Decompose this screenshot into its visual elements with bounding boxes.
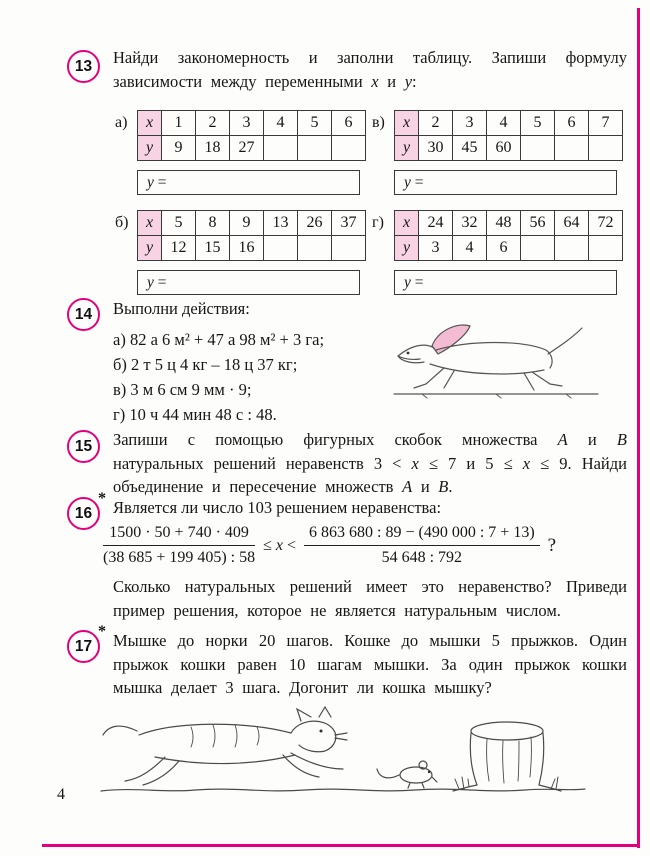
- stump-side: [470, 733, 477, 785]
- exercise-item: в) 3 м 6 см 9 мм · 9;: [113, 380, 252, 399]
- y-cell-empty[interactable]: [555, 236, 589, 261]
- problem-14-title: Выполни действия:: [113, 299, 250, 318]
- problem-number: 14: [74, 305, 93, 323]
- y-cell: 15: [196, 236, 230, 261]
- x-cell: 4: [264, 111, 298, 136]
- right-denominator: 54 648 : 792: [381, 549, 463, 566]
- cat-head: [291, 721, 336, 752]
- y-row: [138, 136, 366, 161]
- formula-answer-box[interactable]: y =: [137, 170, 360, 195]
- x-cell: 8: [196, 211, 230, 236]
- y-cell-empty[interactable]: [589, 236, 623, 261]
- y-header-cell: y: [138, 236, 162, 261]
- x-row: [395, 111, 623, 136]
- problem-star: *: [98, 490, 106, 507]
- problem-15-statement: Запиши с помощью фигурных скобок множества A и B натуральных решений неравенств 3 < x ≤ 7 и 5 ≤ x ≤ 9. Найди объединение и пересечение множеств A и B.: [113, 430, 627, 496]
- y-cell: 16: [230, 236, 264, 261]
- question-mark: ?: [547, 534, 557, 556]
- x-cell: 5: [298, 111, 332, 136]
- x-header-cell: x: [138, 211, 162, 236]
- problem-17-badge: [67, 623, 106, 663]
- y-cell: 27: [230, 136, 264, 161]
- y-cell: 60: [487, 136, 521, 161]
- left-fraction: [103, 524, 255, 567]
- x-cell: 4: [487, 111, 521, 136]
- right-numerator: 6 863 680 : 89 − (490 000 : 7 + 13): [304, 524, 540, 546]
- y-cell: 45: [453, 136, 487, 161]
- formula-answer-box[interactable]: y =: [137, 270, 360, 295]
- inequality-relation: ≤ x <: [263, 536, 297, 554]
- x-cell: 1: [162, 111, 196, 136]
- y-cell-empty[interactable]: [298, 136, 332, 161]
- x-cell: 37: [332, 211, 366, 236]
- left-denominator: (38 685 + 199 405) : 58: [103, 549, 256, 566]
- y-row: [395, 136, 623, 161]
- x-cell: 9: [230, 211, 264, 236]
- x-cell: 6: [332, 111, 366, 136]
- x-cell: 24: [419, 211, 453, 236]
- table-group-label: в): [372, 114, 385, 131]
- problem-16-badge: [67, 490, 106, 530]
- y-row: [138, 236, 366, 261]
- problem-16-intro: Является ли число 103 решением неравенства:: [113, 498, 442, 517]
- y-cell: 4: [453, 236, 487, 261]
- xy-table: [394, 110, 623, 161]
- x-cell: 48: [487, 211, 521, 236]
- right-fraction: [304, 524, 540, 567]
- x-header-cell: x: [395, 211, 419, 236]
- table-group-label: б): [115, 214, 129, 231]
- x-cell: 3: [230, 111, 264, 136]
- y-header-cell: y: [395, 136, 419, 161]
- x-row: [395, 211, 623, 236]
- ground-line: [101, 789, 585, 791]
- y-cell-empty[interactable]: [332, 236, 366, 261]
- exercise-item: г) 10 ч 44 мин 48 с : 48.: [113, 405, 277, 424]
- x-header-cell: x: [138, 111, 162, 136]
- y-cell: 30: [419, 136, 453, 161]
- y-cell-empty[interactable]: [521, 136, 555, 161]
- y-header-cell: y: [138, 136, 162, 161]
- x-cell: 64: [555, 211, 589, 236]
- dog-illustration: [386, 318, 604, 402]
- x-row: [138, 111, 366, 136]
- mouse-body: [400, 767, 432, 783]
- table-group-g: [372, 210, 623, 295]
- problem-17-statement: Мышке до норки 20 шагов. Кошке до мышки 5 прыжков. Один прыжок кошки равен 10 шагам мышки. За один прыжок кошки мышка делает 3 шага. Догонит ли кошка мышку?: [113, 631, 627, 697]
- y-row: [395, 236, 623, 261]
- exercise-item: а) 82 а 6 м² + 47 а 98 м² + 3 га;: [113, 330, 325, 349]
- y-cell: 12: [162, 236, 196, 261]
- problem-14-items: [113, 327, 324, 427]
- problem-number: 16: [74, 504, 93, 522]
- exercise-item: б) 2 т 5 ц 4 кг – 18 ц 37 кг;: [113, 355, 298, 374]
- cat-and-mouse-illustration: [95, 705, 590, 797]
- problem-number: 15: [74, 437, 93, 455]
- y-cell-empty[interactable]: [521, 236, 555, 261]
- y-cell-empty[interactable]: [298, 236, 332, 261]
- page-accent-border-right: [637, 8, 640, 848]
- x-header-cell: x: [395, 111, 419, 136]
- y-cell: 6: [487, 236, 521, 261]
- problem-number: 13: [74, 57, 93, 75]
- table-group-b: [115, 210, 366, 295]
- xy-table: [137, 210, 366, 261]
- cat-tail: [103, 726, 137, 735]
- x-cell: 3: [453, 111, 487, 136]
- y-cell-empty[interactable]: [332, 136, 366, 161]
- xy-table: [137, 110, 366, 161]
- x-cell: 13: [264, 211, 298, 236]
- x-cell: 26: [298, 211, 332, 236]
- y-cell-empty[interactable]: [589, 136, 623, 161]
- mouse-tail: [377, 769, 399, 778]
- table-group-label: а): [115, 114, 128, 131]
- problem-number: 17: [74, 637, 93, 655]
- x-cell: 5: [521, 111, 555, 136]
- x-cell: 2: [419, 111, 453, 136]
- y-cell: 9: [162, 136, 196, 161]
- page-number: 4: [57, 786, 65, 803]
- y-header-cell: y: [395, 236, 419, 261]
- problem-15-badge: [67, 430, 100, 463]
- table-group-v: [372, 110, 623, 195]
- problem-star: *: [98, 623, 106, 640]
- left-numerator: 1500 · 50 + 740 · 409: [103, 524, 255, 546]
- xy-table: [394, 210, 623, 261]
- problem-13-badge: [67, 50, 100, 83]
- x-cell: 72: [589, 211, 623, 236]
- x-cell: 32: [453, 211, 487, 236]
- page-accent-border-bottom: [42, 844, 640, 847]
- y-cell-empty[interactable]: [264, 236, 298, 261]
- x-row: [138, 211, 366, 236]
- x-cell: 56: [521, 211, 555, 236]
- y-cell-empty[interactable]: [555, 136, 589, 161]
- inequality-expression: [103, 524, 637, 567]
- stump-top: [471, 722, 543, 740]
- y-cell: 3: [419, 236, 453, 261]
- y-cell-empty[interactable]: [264, 136, 298, 161]
- y-cell: 18: [196, 136, 230, 161]
- table-group-a: [115, 110, 366, 195]
- x-cell: 5: [162, 211, 196, 236]
- problem-13-statement: Найди закономерность и заполни таблицу. Запиши формулу зависимости между переменными x и y:: [113, 48, 627, 91]
- table-group-label: г): [372, 214, 384, 231]
- x-cell: 7: [589, 111, 623, 136]
- problem-14-badge: [67, 298, 100, 331]
- x-cell: 6: [555, 111, 589, 136]
- formula-answer-box[interactable]: y =: [394, 270, 617, 295]
- problem-16-followup: Сколько натуральных решений имеет это неравенство? Приведи пример решения, которое не является натуральным числом.: [113, 577, 627, 620]
- formula-answer-box[interactable]: y =: [394, 170, 617, 195]
- x-cell: 2: [196, 111, 230, 136]
